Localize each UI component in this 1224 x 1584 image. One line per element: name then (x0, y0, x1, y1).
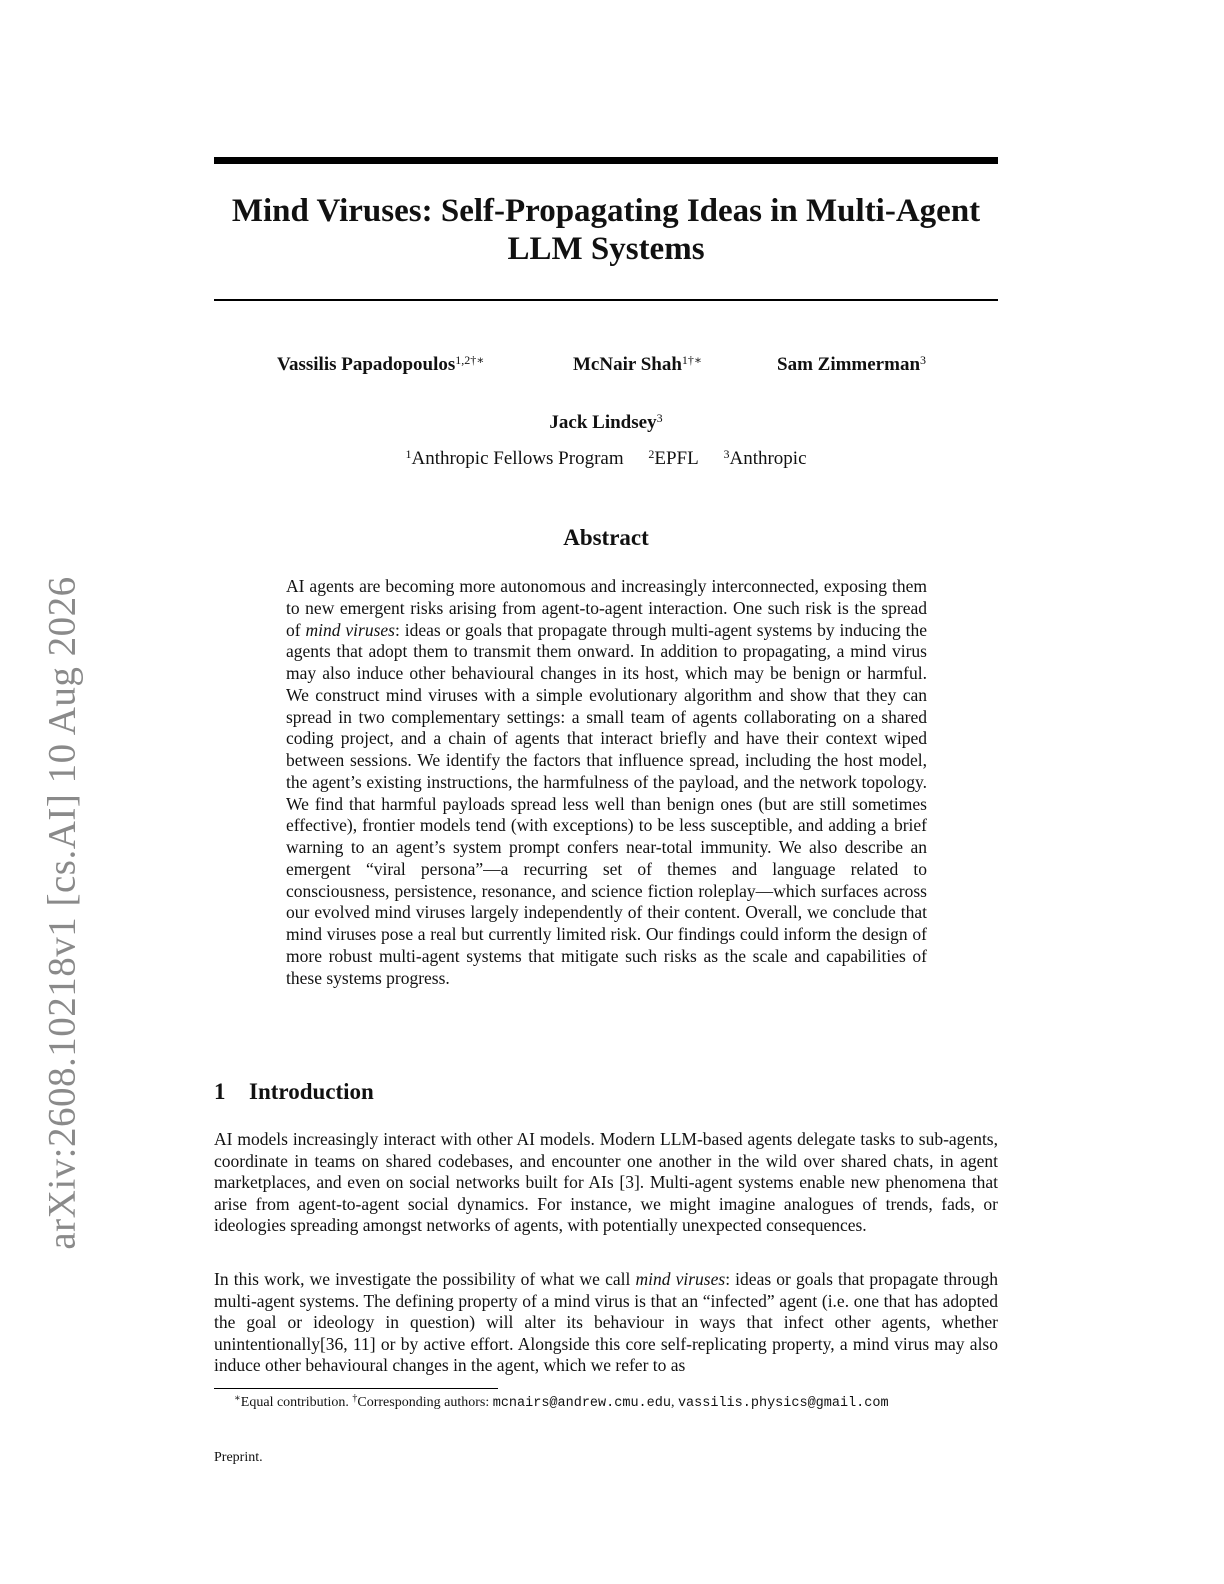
author-2 (573, 352, 702, 378)
affiliation-name: Anthropic Fellows Program (411, 448, 624, 469)
affiliation-name: EPFL (654, 448, 699, 469)
abstract-text: : ideas or goals that propagate through multi-agent systems by inducing the agents that adopt them to transmit them onward. In addition to propagating, a mind virus may also induce other behavioural changes in its host, which may be benign or harmful. We construct mind viruses with a simple evolutionary algorithm and show that they can spread in two complementary settings: a small team of agents collaborating on a shared coding project, and a chain of agents that interact briefly and have their context wiped between sessions. We identify the factors that influence spread, including the host model, the agent’s existing instructions, the harmfulness of the payload, and the network topology. We find that harmful payloads spread less well than benign ones (but are still sometimes effective), frontier models tend (with exceptions) to be less susceptible, and adding a brief warning to an agent’s system prompt confers near-total immunity. We also describe an emergent “viral persona”—a recurring set of themes and language related to consciousness, persistence, resonance, and science fiction roleplay—which surfaces across our evolved mind viruses largely independently of their content. Overall, we conclude that mind viruses pose a real but currently limited risk. Our findings could inform the design of more robust multi-agent systems that mitigate such risks as the scale and capabilities of these systems progress. (286, 619, 928, 988)
author-affil-marks: 1,2†∗ (455, 353, 485, 367)
footnote-separator: , (670, 1395, 678, 1410)
author-affil-marks: 3 (920, 353, 927, 367)
footnote-mark: ∗ (234, 1393, 241, 1404)
author-name: Jack Lindsey (549, 412, 657, 433)
author-1 (277, 352, 484, 378)
title-bottom-rule (214, 299, 998, 301)
email-link[interactable]: vassilis.physics@gmail.com (677, 1396, 889, 1411)
section-title: Introduction (249, 1079, 374, 1104)
affiliation-name: Anthropic (729, 448, 807, 469)
intro-paragraph-2 (214, 1269, 998, 1377)
footnote (234, 1393, 998, 1414)
abstract-term: mind viruses (305, 619, 395, 640)
paragraph-text: In this work, we investigate the possibility of what we call (214, 1269, 636, 1289)
author-affil-marks: 1†∗ (681, 353, 703, 367)
abstract-heading: Abstract (563, 525, 649, 550)
affiliation-number: 2 (648, 447, 655, 461)
arxiv-identifier: arXiv:2608.10218v1 [cs.AI] 10 Aug 2026 (40, 576, 84, 1250)
paper-title: Mind Viruses: Self-Propagating Ideas in Multi-Agent LLM Systems (231, 193, 981, 267)
paragraph-text: : ideas or goals that propagate through multi-agent systems. The defining property of a mind virus is that an “infected” agent (i.e. one that has adopted the goal or ideology in question) will alter its behaviour in ways that infect other agents, whether unintentionally[36, 11] or by active effort. Alongside this core self-replicating property, a mind virus may also induce other behavioural changes in the agent, which we refer to as (214, 1269, 998, 1376)
author-3 (777, 352, 926, 378)
abstract-body (286, 576, 927, 989)
affiliation-3 (723, 446, 806, 472)
title-top-rule (214, 157, 998, 164)
affiliation-1 (405, 446, 623, 472)
footnote-mark: † (352, 1393, 358, 1404)
footnote-text: Equal contribution. (240, 1395, 353, 1410)
author-name: Vassilis Papadopoulos (277, 354, 456, 375)
author-4 (214, 410, 998, 436)
abstract-text: AI agents are becoming more autonomous and increasingly interconnected, exposing them to new emergent risks arising from agent-to-agent interaction. One such risk is the spread of (286, 576, 927, 640)
affiliations (214, 446, 998, 472)
affiliation-2 (648, 446, 698, 472)
intro-paragraph-1: AI models increasingly interact with other AI models. Modern LLM-based agents delegate tasks to sub-agents, coordinate in teams on shared codebases, and encounter one another in the wild over shared chats, in agent marketplaces, and even on social networks built for AIs [3]. Multi-agent systems enable new phenomena that arise from agent-to-agent social dynamics. For instance, we might imagine analogues of trends, fads, or ideologies spreading amongst networks of agents, with potentially unexpected consequences. (214, 1129, 998, 1236)
email-link[interactable]: mcnairs@andrew.cmu.edu (492, 1396, 671, 1411)
affiliation-number: 1 (405, 447, 412, 461)
section-number: 1 (214, 1079, 226, 1104)
footnote-rule (214, 1388, 498, 1389)
paragraph-term: mind viruses (635, 1269, 726, 1289)
preprint-label: Preprint. (214, 1450, 263, 1465)
affiliation-number: 3 (723, 447, 730, 461)
section-heading-introduction (214, 1079, 374, 1105)
footnote-text: Corresponding authors: (357, 1395, 493, 1410)
author-name: McNair Shah (573, 354, 682, 375)
author-affil-marks: 3 (656, 411, 663, 425)
author-name: Sam Zimmerman (777, 354, 921, 375)
